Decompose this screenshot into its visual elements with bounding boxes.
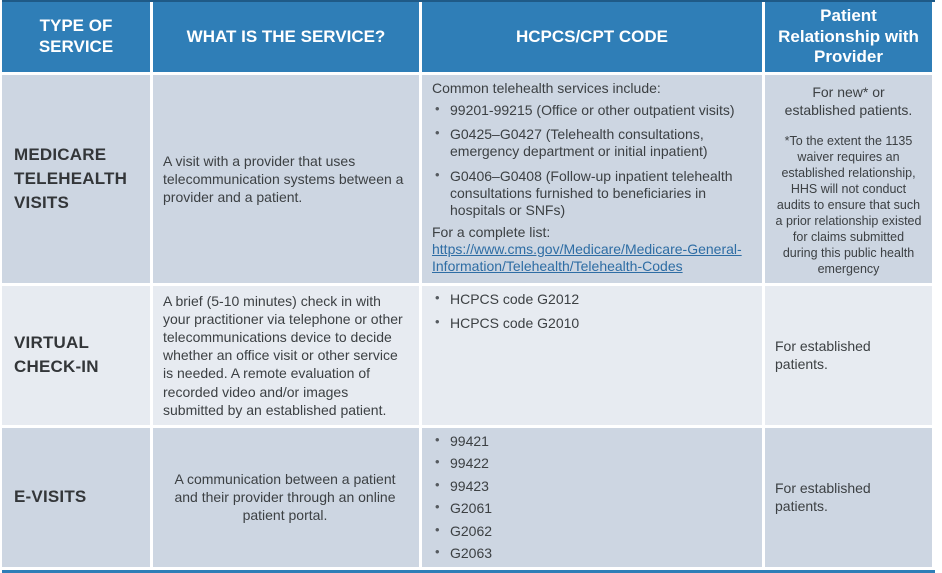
relationship-text: For established patients.	[775, 480, 871, 515]
code-item: • 99421	[432, 433, 752, 451]
telehealth-codes-link[interactable]: https://www.cms.gov/Medicare/Medicare-General-Information/Telehealth/Telehealth-Codes	[432, 240, 742, 274]
table-row-medicare-telehealth-visits	[2, 75, 935, 285]
telehealth-services-table	[2, 0, 935, 570]
codes-list	[432, 291, 752, 332]
hcpcs-codes-cell	[422, 428, 765, 570]
codes-footer-text: For a complete list:	[432, 223, 551, 240]
code-item: • 99423	[432, 478, 752, 496]
codes-list	[432, 433, 752, 563]
relationship-text: For established patients.	[775, 338, 871, 373]
table-row-virtual-check-in	[2, 286, 935, 428]
codes-intro-text: Common telehealth services include:	[432, 80, 661, 97]
code-item: • G2063	[432, 545, 752, 563]
code-item: • 99422	[432, 455, 752, 473]
code-item: • G2061	[432, 500, 752, 518]
header-row	[2, 2, 935, 75]
header-what-is-the-service: WHAT IS THE SERVICE?	[153, 2, 422, 75]
header-hcpcs-cpt-code: HCPCS/CPT CODE	[422, 2, 765, 75]
patient-relationship-cell	[765, 75, 935, 285]
relationship-waiver-note: *To the extent the 1135 waiver requires an established relationship, HHS will not conduct audits to ensure that such a prior relationship existed for claims submitted during this public health emergency	[775, 133, 922, 276]
service-description: A brief (5-10 minutes) check in with your practitioner via telephone or other telecommunications device to decide whether an office visit or other service is needed. A remote evaluation of recorded video and/or images submitted by an established patient.	[153, 286, 422, 428]
service-description: A visit with a provider that uses telecommunication systems between a provider and a patient.	[153, 75, 422, 285]
code-item: • G0425–G0427 (Telehealth consultations, emergency department or initial inpatient)	[432, 126, 752, 160]
header-patient-relationship: Patient Relationship with Provider	[765, 2, 935, 75]
code-item: • HCPCS code G2012	[432, 291, 752, 308]
telehealth-services-table-wrapper	[2, 0, 935, 573]
hcpcs-codes-cell	[422, 286, 765, 428]
code-item: • HCPCS code G2010	[432, 315, 752, 332]
service-type-label: MEDICARE TELEHEALTH VISITS	[2, 75, 153, 285]
patient-relationship-cell	[765, 286, 935, 428]
service-type-label: E-VISITS	[2, 428, 153, 570]
service-type-label: VIRTUAL CHECK-IN	[2, 286, 153, 428]
header-type-of-service: TYPE OF SERVICE	[2, 2, 153, 75]
hcpcs-codes-cell	[422, 75, 765, 285]
code-item: • G0406–G0408 (Follow-up inpatient telehealth consultations furnished to beneficiaries in hospitals or SNFs)	[432, 168, 752, 219]
table-bottom-border	[2, 570, 935, 573]
code-item: • G2062	[432, 523, 752, 541]
code-item: • 99201-99215 (Office or other outpatient visits)	[432, 102, 752, 119]
table-row-e-visits	[2, 428, 935, 570]
relationship-text: For new* or established patients.	[784, 84, 913, 119]
patient-relationship-cell	[765, 428, 935, 570]
codes-list	[432, 102, 752, 218]
service-description: A communication between a patient and their provider through an online patient portal.	[153, 428, 422, 570]
